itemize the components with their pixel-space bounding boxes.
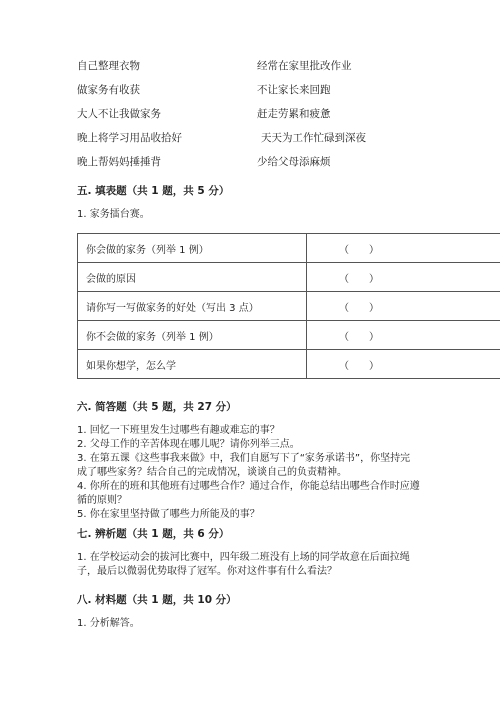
table-cell-question: 你会做的家务（列举 1 例） — [78, 234, 307, 263]
list-item: 循的原则？ — [77, 495, 127, 506]
list-item: 2. 父母工作的辛苦体现在哪儿呢？请你列举三点。 — [77, 439, 300, 450]
list-item: 5. 你在家里坚持做了哪些力所能及的事？ — [77, 509, 260, 520]
pair-right-text: 少给父母添麻烦 — [257, 156, 331, 168]
section-7-title: 七. 辨析题（共 1 题，共 6 分） — [77, 528, 230, 540]
pair-left-text: 做家务有收获 — [77, 84, 140, 96]
pair-right-text: 天天为工作忙碌到深夜 — [261, 132, 366, 144]
table-cell-question: 请你写一写做家务的好处（写出 3 点） — [78, 292, 307, 321]
pair-right-text: 经常在家里批改作业 — [257, 60, 352, 72]
table-cell-question: 会做的原因 — [78, 263, 307, 292]
pair-left-text: 晚上将学习用品收拾好 — [77, 132, 182, 144]
table-row — [78, 292, 500, 321]
answer-blank[interactable]: （ ） — [307, 263, 500, 292]
pair-left-text: 自己整理衣物 — [77, 60, 140, 72]
list-item: 3. 在第五课《这些事我来做》中，我们自愿写下了“家务承诺书”，你坚持完 — [77, 453, 411, 464]
section-5-title: 五. 填表题（共 1 题，共 5 分） — [77, 185, 230, 197]
short-answer-list — [77, 424, 497, 522]
pair-row — [77, 130, 497, 154]
pair-right-text: 赶走劳累和疲惫 — [257, 108, 331, 120]
pair-left-text: 晚上帮妈妈捶捶背 — [77, 156, 161, 168]
list-item: 成了哪些家务？结合自己的完成情况，谈谈自己的负责精神。 — [77, 467, 347, 478]
section-6-title: 六. 简答题（共 5 题，共 27 分） — [77, 401, 237, 413]
matching-pairs — [77, 58, 497, 178]
list-item: 子，最后以微弱优势取得了冠军。你对这件事有什么看法？ — [77, 566, 337, 577]
table-row — [78, 350, 500, 379]
pair-left-text: 大人不让我做家务 — [77, 108, 161, 120]
list-item: 1. 在学校运动会的拔河比赛中，四年级二班没有上场的同学故意在后面拉绳 — [77, 552, 410, 563]
answer-blank[interactable]: （ ） — [307, 292, 500, 321]
section-8-question: 1. 分析解答。 — [77, 618, 140, 629]
answer-blank[interactable]: （ ） — [307, 234, 500, 263]
table-row — [78, 263, 500, 292]
table-row — [78, 321, 500, 350]
list-item: 1. 回忆一下班里发生过哪些有趣或难忘的事？ — [77, 425, 280, 436]
pair-right-text: 不让家长来回跑 — [257, 84, 331, 96]
pair-row — [77, 58, 497, 82]
table-row — [78, 234, 500, 263]
pair-row — [77, 154, 497, 178]
section-8-title: 八. 材料题（共 1 题，共 10 分） — [77, 594, 237, 606]
pair-row — [77, 106, 497, 130]
section-5-question: 1. 家务擂台赛。 — [77, 209, 150, 220]
analysis-question — [77, 551, 497, 579]
table-cell-question: 你不会做的家务（列举 1 例） — [78, 321, 307, 350]
answer-blank[interactable]: （ ） — [307, 350, 500, 379]
list-item: 4. 你所在的班和其他班有过哪些合作？通过合作，你能总结出哪些合作时应遵 — [77, 481, 420, 492]
table-cell-question: 如果你想学，怎么学 — [78, 350, 307, 379]
chores-table — [77, 233, 500, 379]
pair-row — [77, 82, 497, 106]
answer-blank[interactable]: （ ） — [307, 321, 500, 350]
